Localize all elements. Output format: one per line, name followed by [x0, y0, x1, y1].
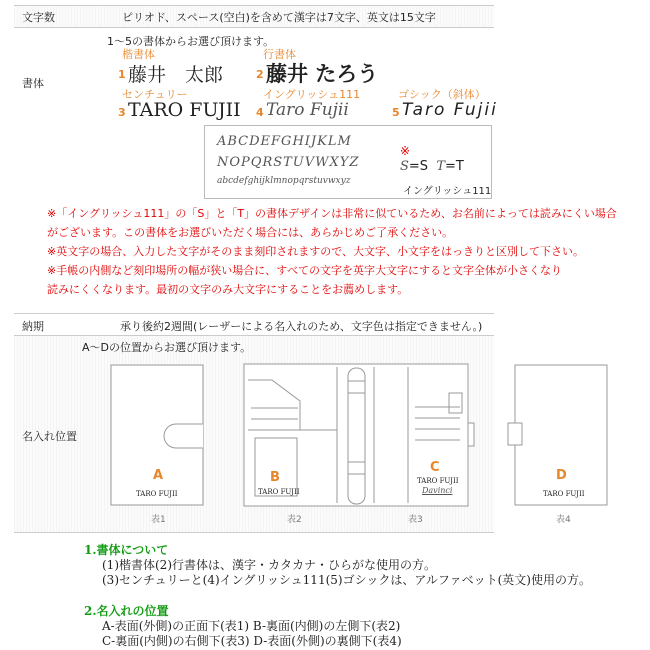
font-num: 2	[256, 68, 264, 81]
char-count-value: ピリオド、スペース(空白)を含めて漢字は7文字、英文は15文字	[122, 11, 436, 24]
alphabet-upper-1: ABCDEFGHIJKLM	[217, 134, 352, 149]
caption-3: 表3	[408, 515, 423, 525]
position-name-a: TARO FUJII	[136, 490, 178, 498]
position-intro: A～Dの位置からお選び頂けます。	[82, 341, 252, 354]
position-name-c: TARO FUJII	[417, 477, 459, 485]
font-notes	[47, 204, 617, 299]
delivery-label: 納期	[22, 320, 44, 333]
t-equals: =T	[445, 159, 464, 174]
font-sample-gothic: Taro Fujii	[402, 100, 498, 120]
caption-2: 表2	[287, 515, 302, 525]
position-letter-b: B	[270, 470, 280, 485]
font-sample-gyosho: 藤井 たろう	[266, 61, 379, 86]
font-num: 4	[256, 106, 264, 119]
alphabet-box	[204, 125, 492, 199]
position-letter-d: D	[556, 468, 567, 483]
font-num: 1	[118, 68, 126, 81]
notes-font-title: 1.書体について	[84, 543, 169, 557]
clasp	[164, 424, 203, 448]
script-t-glyph: T	[436, 159, 445, 174]
font-sample-century: TARO FUJII	[128, 99, 241, 121]
font-sample-english111: Taro Fujii	[266, 100, 349, 120]
font-name-century: センチュリー	[122, 88, 188, 101]
notes-font-line: (1)楷書体(2)行書体は、漢字・カタカナ・ひらがな使用の方。	[102, 558, 436, 572]
position-name-b: TARO FUJII	[258, 488, 300, 496]
notes-font-line: (3)センチュリーと(4)イングリッシュ111(5)ゴシックは、アルファベット(英文)使用の方。	[102, 573, 591, 587]
notes-position-title: 2.名入れの位置	[84, 604, 169, 618]
alphabet-caption: イングリッシュ111	[403, 186, 492, 197]
position-name-d: TARO FUJII	[543, 490, 585, 498]
font-name-gyosho: 行書体	[263, 48, 296, 61]
font-name-gothic: ゴシック（斜体）	[398, 88, 486, 101]
divider	[14, 313, 494, 314]
font-num: 3	[118, 106, 126, 119]
position-letter-c: C	[430, 460, 440, 475]
cover-back	[515, 365, 607, 505]
position-letter-a: A	[153, 468, 164, 483]
char-count-label: 文字数	[22, 11, 55, 24]
planner-illustrations	[90, 350, 610, 530]
position-label: 名入れ位置	[22, 430, 77, 443]
brand-mark: Davinci	[422, 486, 453, 495]
font-sample-kaisho: 藤井 太郎	[128, 64, 224, 86]
font-label: 書体	[22, 77, 44, 90]
s-equals: =S	[408, 159, 429, 174]
note-line: ※手帳の内側など刻印場所の幅が狭い場合に、すべての文字を英字大文字にすると文字全体が小さくなり	[47, 264, 562, 277]
font-num: 5	[392, 106, 400, 119]
notes-position-line: C-裏面(内側)の右側下(表3) D-表面(外側)の裏側下(表4)	[102, 634, 402, 648]
delivery-value: 承り後約2週間(レーザーによる名入れのため、文字色は指定できません。)	[120, 320, 483, 333]
alphabet-upper-2: NOPQRSTUVWXYZ	[217, 155, 360, 170]
script-s-glyph: S	[400, 159, 409, 174]
note-line: がございます。この書体をお選びいただく場合には、あらかじめご了承ください。	[47, 226, 454, 239]
note-line: 読みにくくなります。最初の文字のみ大文字にすることをお薦めします。	[47, 283, 409, 296]
font-intro: 1～5の書体からお選び頂けます。	[107, 35, 275, 48]
caption-1: 表1	[151, 515, 166, 525]
alphabet-lower: abcdefghijklmnopqrstuvwxyz	[217, 176, 351, 186]
font-name-english111: イングリッシュ111	[263, 88, 361, 101]
note-mark: ※	[400, 144, 411, 158]
font-name-kaisho: 楷書体	[122, 48, 155, 61]
notes-position-line: A-表面(外側)の正面下(表1) B-裏面(内側)の左側下(表2)	[102, 619, 401, 633]
note-line: ※「イングリッシュ111」の「S」と「T」の書体デザインは非常に似ているため、お名前によっては読みにくい場合	[47, 207, 617, 220]
note-line: ※英文字の場合、入力した文字がそのまま刻印されますので、大文字、小文字をはっきりと区別して下さい。	[47, 245, 584, 258]
caption-4: 表4	[556, 515, 571, 525]
